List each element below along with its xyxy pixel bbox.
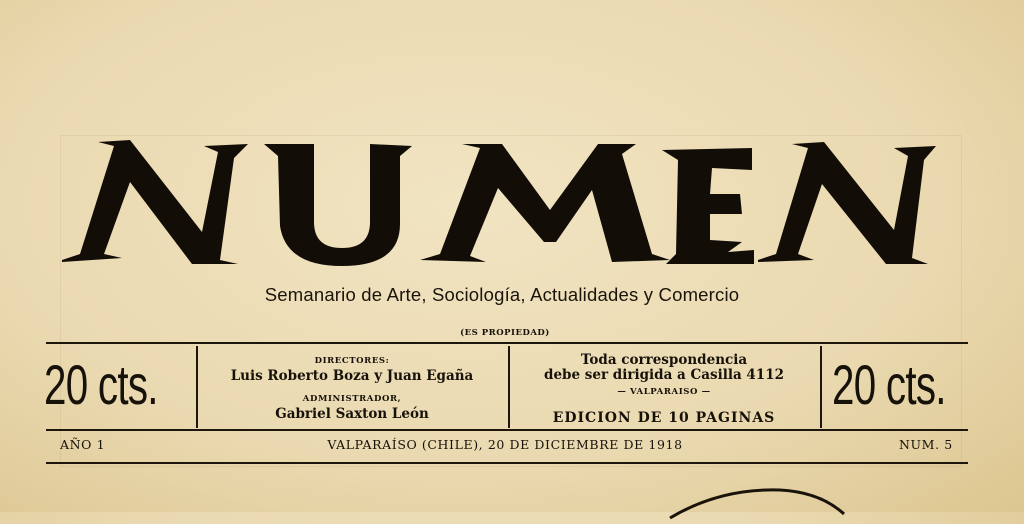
illustration-edge [660,484,860,524]
directors-label: DIRECTORES: [314,356,390,366]
price-left: 20 cts. [44,353,158,416]
property-notice: (ES PROPIEDAD) [460,328,550,338]
price-right: 20 cts. [832,353,946,416]
issue-year: AÑO 1 [60,437,106,452]
masthead-logo [52,122,952,282]
directors-names: Luis Roberto Boza y Juan Egaña [230,368,474,384]
administrator-label: ADMINISTRADOR, [302,394,402,404]
issue-number: NUM. 5 [899,437,953,452]
dateline: VALPARAÍSO (CHILE), 20 DE DICIEMBRE DE 1918 [327,437,683,452]
correspondence-line-2: debe ser dirigida a Casilla 4112 [544,367,784,383]
rule-top [46,342,968,344]
edition-notice: EDICION DE 10 PAGINAS [552,410,776,426]
administrator-name: Gabriel Saxton León [275,406,429,422]
rule-middle [46,429,968,431]
city-line: — VALPARAISO — [617,387,711,397]
masthead-logo-art [52,122,952,282]
masthead-subtitle: Semanario de Arte, Sociología, Actualidades y Comercio [264,284,740,305]
rule-bottom [46,462,968,464]
correspondence-line-1: Toda correspondencia [580,352,748,368]
column-divider [820,346,822,428]
